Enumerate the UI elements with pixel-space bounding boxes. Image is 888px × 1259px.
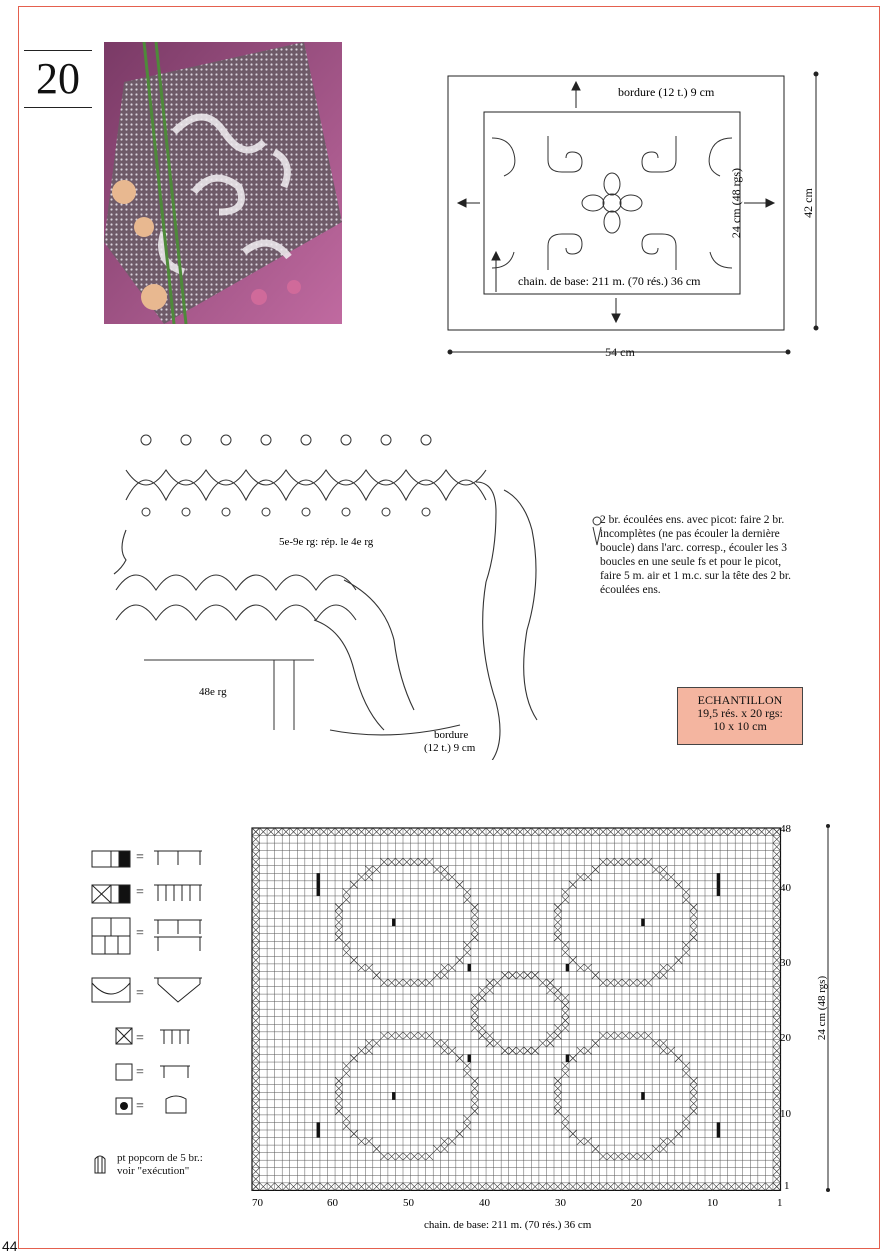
border-crochet-diagram bbox=[104, 420, 564, 760]
popcorn-stitch-icon bbox=[92, 1153, 108, 1177]
filet-chart bbox=[240, 820, 840, 1240]
row-tick-1: 1 bbox=[784, 1180, 790, 1192]
chart-grid bbox=[252, 828, 781, 1190]
sample-title: ECHANTILLON bbox=[697, 693, 783, 707]
col-tick-30: 30 bbox=[555, 1197, 566, 1209]
picot-note: 2 br. écoulées ens. avec picot: faire 2 br. incomplètes (ne pas écouler la dernière boucle) dans l'arc. corresp., écouler les 3 boucles en une seule fs et pour le picot, faire 5 m. air et 1 m.c. sur la tête des 2 br. écoulées ens. bbox=[600, 514, 791, 596]
legend-equals-5: = bbox=[136, 1031, 144, 1046]
col-tick-20: 20 bbox=[631, 1197, 642, 1209]
row-tick-40: 40 bbox=[780, 882, 791, 894]
legend-stitch-symbols bbox=[150, 845, 210, 1115]
popcorn-note-line1: pt popcorn de 5 br.: bbox=[117, 1152, 203, 1164]
col-tick-10: 10 bbox=[707, 1197, 718, 1209]
pattern-number: 20 bbox=[24, 50, 92, 108]
legend-equals-7: = bbox=[136, 1099, 144, 1114]
legend-equals-2: = bbox=[136, 885, 144, 900]
legend-equals-6: = bbox=[136, 1065, 144, 1080]
chart-base-chain-label: chain. de base: 211 m. (70 rés.) 36 cm bbox=[424, 1219, 592, 1231]
row-tick-30: 30 bbox=[780, 957, 791, 969]
doily-schematic bbox=[440, 60, 840, 370]
row-tick-10: 10 bbox=[780, 1108, 791, 1120]
border-label-2: (12 t.) 9 cm bbox=[424, 742, 476, 754]
row-tick-20: 20 bbox=[780, 1032, 791, 1044]
sample-size: 10 x 10 cm bbox=[713, 719, 767, 733]
rows-repeat-label: 5e-9e rg: rép. le 4e rg bbox=[279, 536, 374, 548]
picot-symbol-icon bbox=[590, 515, 604, 549]
border-label-1: bordure bbox=[434, 729, 469, 741]
last-row-label: 48e rg bbox=[199, 686, 227, 698]
sample-box bbox=[677, 687, 803, 745]
schematic-inner-height-label: 24 cm (48 rgs) bbox=[729, 167, 743, 239]
popcorn-note bbox=[117, 1152, 203, 1178]
col-tick-50: 50 bbox=[403, 1197, 414, 1209]
chart-height-label: 24 cm (48 rgs) bbox=[816, 975, 828, 1041]
col-tick-70: 70 bbox=[252, 1197, 263, 1209]
legend-equals-1: = bbox=[136, 850, 144, 865]
row-tick-48: 48 bbox=[780, 823, 791, 835]
popcorn-note-line2: voir "exécution" bbox=[117, 1165, 190, 1177]
schematic-base-chain-label: chain. de base: 211 m. (70 rés.) 36 cm bbox=[518, 274, 701, 288]
legend-equals-4: = bbox=[136, 986, 144, 1001]
schematic-width-label: 54 cm bbox=[605, 345, 635, 359]
legend-equals-3: = bbox=[136, 926, 144, 941]
page-number: 44 bbox=[2, 1238, 18, 1254]
col-tick-40: 40 bbox=[479, 1197, 490, 1209]
col-tick-60: 60 bbox=[327, 1197, 338, 1209]
doily-photo bbox=[104, 42, 342, 324]
col-tick-1: 1 bbox=[777, 1197, 783, 1209]
schematic-outer-height-label: 42 cm bbox=[801, 188, 815, 218]
sample-gauge: 19,5 rés. x 20 rgs: bbox=[697, 706, 783, 720]
schematic-border-label: bordure (12 t.) 9 cm bbox=[618, 85, 715, 99]
